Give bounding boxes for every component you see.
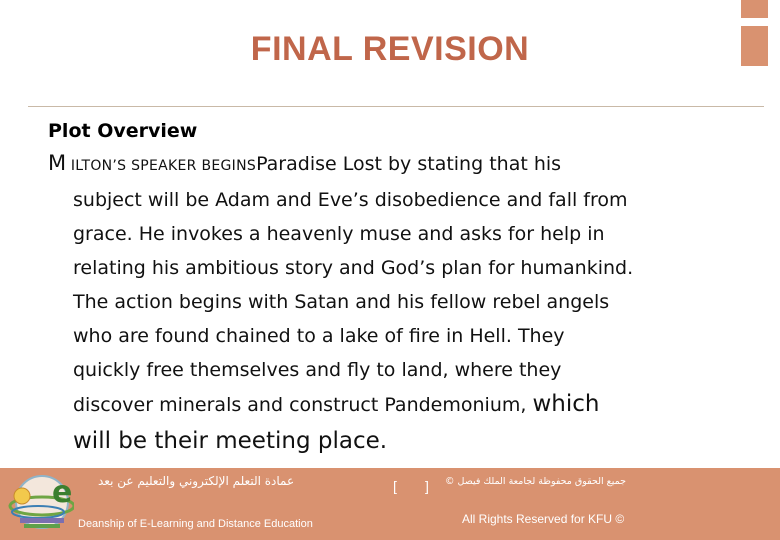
slide-content xyxy=(48,116,748,460)
page-bracket-left: [ xyxy=(393,478,397,494)
paragraph-line-1 xyxy=(48,146,748,183)
title-divider xyxy=(28,106,764,107)
paragraph-line-1-rest: Paradise Lost by stating that his xyxy=(256,153,562,175)
deanship-arabic: عمادة التعلم الإلكتروني والتعليم عن بعد xyxy=(98,474,295,488)
paragraph-line-8 xyxy=(48,387,748,422)
paragraph-line-9: will be their meeting place. xyxy=(73,428,388,454)
paragraph-line-8-a: discover minerals and construct Pandemonium, xyxy=(73,394,533,416)
corner-accent-top xyxy=(741,0,768,18)
plot-paragraph xyxy=(48,146,748,460)
footer-bar xyxy=(0,468,780,540)
page-bracket-right: ] xyxy=(425,478,429,494)
paragraph-line: quickly free themselves and fly to land, where they xyxy=(73,359,562,381)
paragraph-line: who are found chained to a lake of fire in Hell. They xyxy=(73,325,565,347)
rights-english: All Rights Reserved for KFU © xyxy=(462,512,625,526)
paragraph-line: subject will be Adam and Eve’s disobedience and fall from xyxy=(73,189,628,211)
paragraph-line: The action begins with Satan and his fellow rebel angels xyxy=(73,291,610,313)
small-caps-lead: ILTON’S SPEAKER BEGINS xyxy=(66,158,257,174)
paragraph-line-8-b: which xyxy=(532,391,600,417)
slide-title: FINAL REVISION xyxy=(250,30,530,68)
drop-cap: M xyxy=(48,151,67,175)
deanship-english: Deanship of E-Learning and Distance Education xyxy=(78,518,313,530)
logo-letter: e xyxy=(52,475,73,510)
section-heading: Plot Overview xyxy=(48,120,198,142)
paragraph-line: grace. He invokes a heavenly muse and asks for help in xyxy=(73,223,605,245)
rights-arabic: جميع الحقوق محفوظة لجامعة الملك فيصل © xyxy=(445,476,626,487)
paragraph-line: relating his ambitious story and God’s plan for humankind. xyxy=(73,257,634,279)
elearning-logo-icon xyxy=(2,468,74,538)
